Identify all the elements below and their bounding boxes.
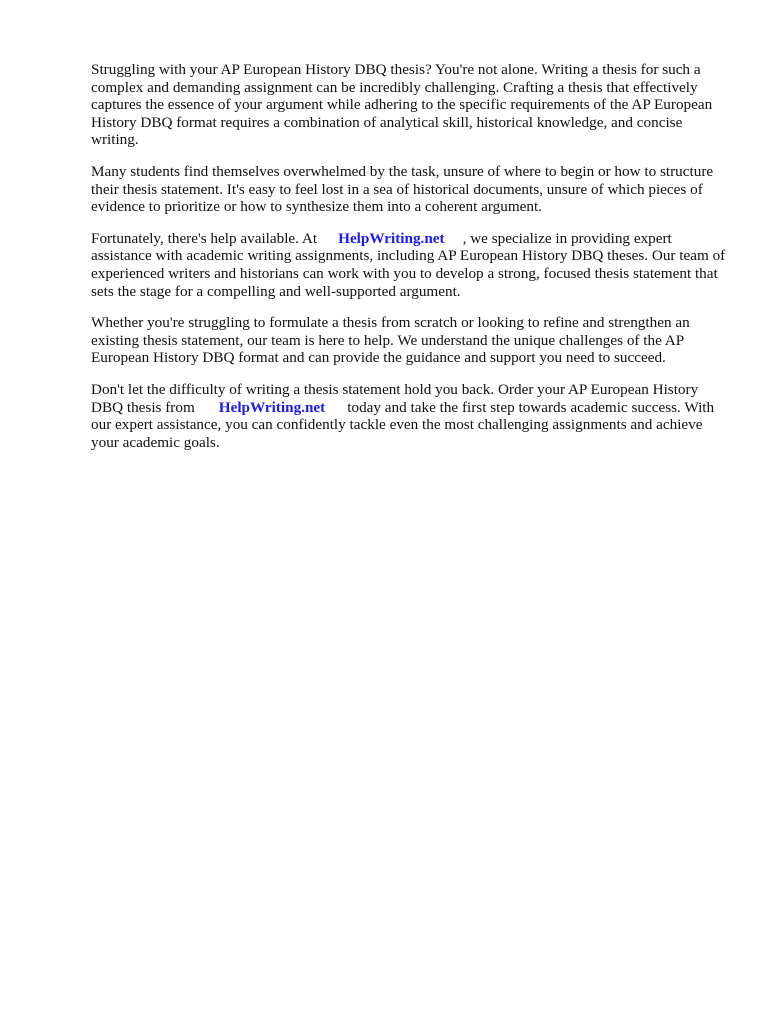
paragraph-intro: Struggling with your AP European History DBQ thesis? You're not alone. Writing a thesis for such a complex and demanding assignment can be incredibly challenging. Crafting a thesis that effectively captures the essence of your argument while adhering to the specific requirements of the AP European History DBQ format requires a combination of analytical skill, historical knowledge, and concise writing. — [91, 61, 713, 149]
helpwriting-link[interactable]: HelpWriting.net — [338, 229, 445, 247]
paragraph-help-after: , we specialize in providing expert assistance with academic writing assignments, including AP European History DBQ theses. Our team of experienced writers and historians can work with you to develop a strong, focused thesis statement that sets the stage for a compelling and well-supported argument. — [91, 229, 726, 300]
paragraph-order-after: today and take the first step towards academic success. With our expert assistance, you can confidently tackle even the most challenging assignments and achieve your academic goals. — [91, 398, 715, 451]
paragraph-help-before: Fortunately, there's help available. At — [91, 229, 318, 247]
helpwriting-link[interactable]: HelpWriting.net — [218, 398, 326, 416]
link-wrapper — [195, 399, 347, 417]
link-wrapper — [317, 230, 462, 248]
paragraph-order-before: Don't let the difficulty of writing a thesis statement hold you back. Order your AP European History DBQ thesis from — [91, 380, 699, 416]
document-body — [91, 61, 731, 465]
paragraph-order — [91, 381, 731, 451]
paragraph-help-available — [91, 230, 731, 300]
paragraph-overwhelmed: Many students find themselves overwhelmed by the task, unsure of where to begin or how to structure their thesis statement. It's easy to feel lost in a sea of historical documents, unsure of which pieces of evidence to prioritize or how to synthesize them into a coherent argument. — [91, 162, 714, 216]
paragraph-struggling: Whether you're struggling to formulate a thesis from scratch or looking to refine and strengthen an existing thesis statement, our team is here to help. We understand the unique challenges of the AP European History DBQ format and can provide the guidance and support you need to succeed. — [91, 314, 690, 367]
